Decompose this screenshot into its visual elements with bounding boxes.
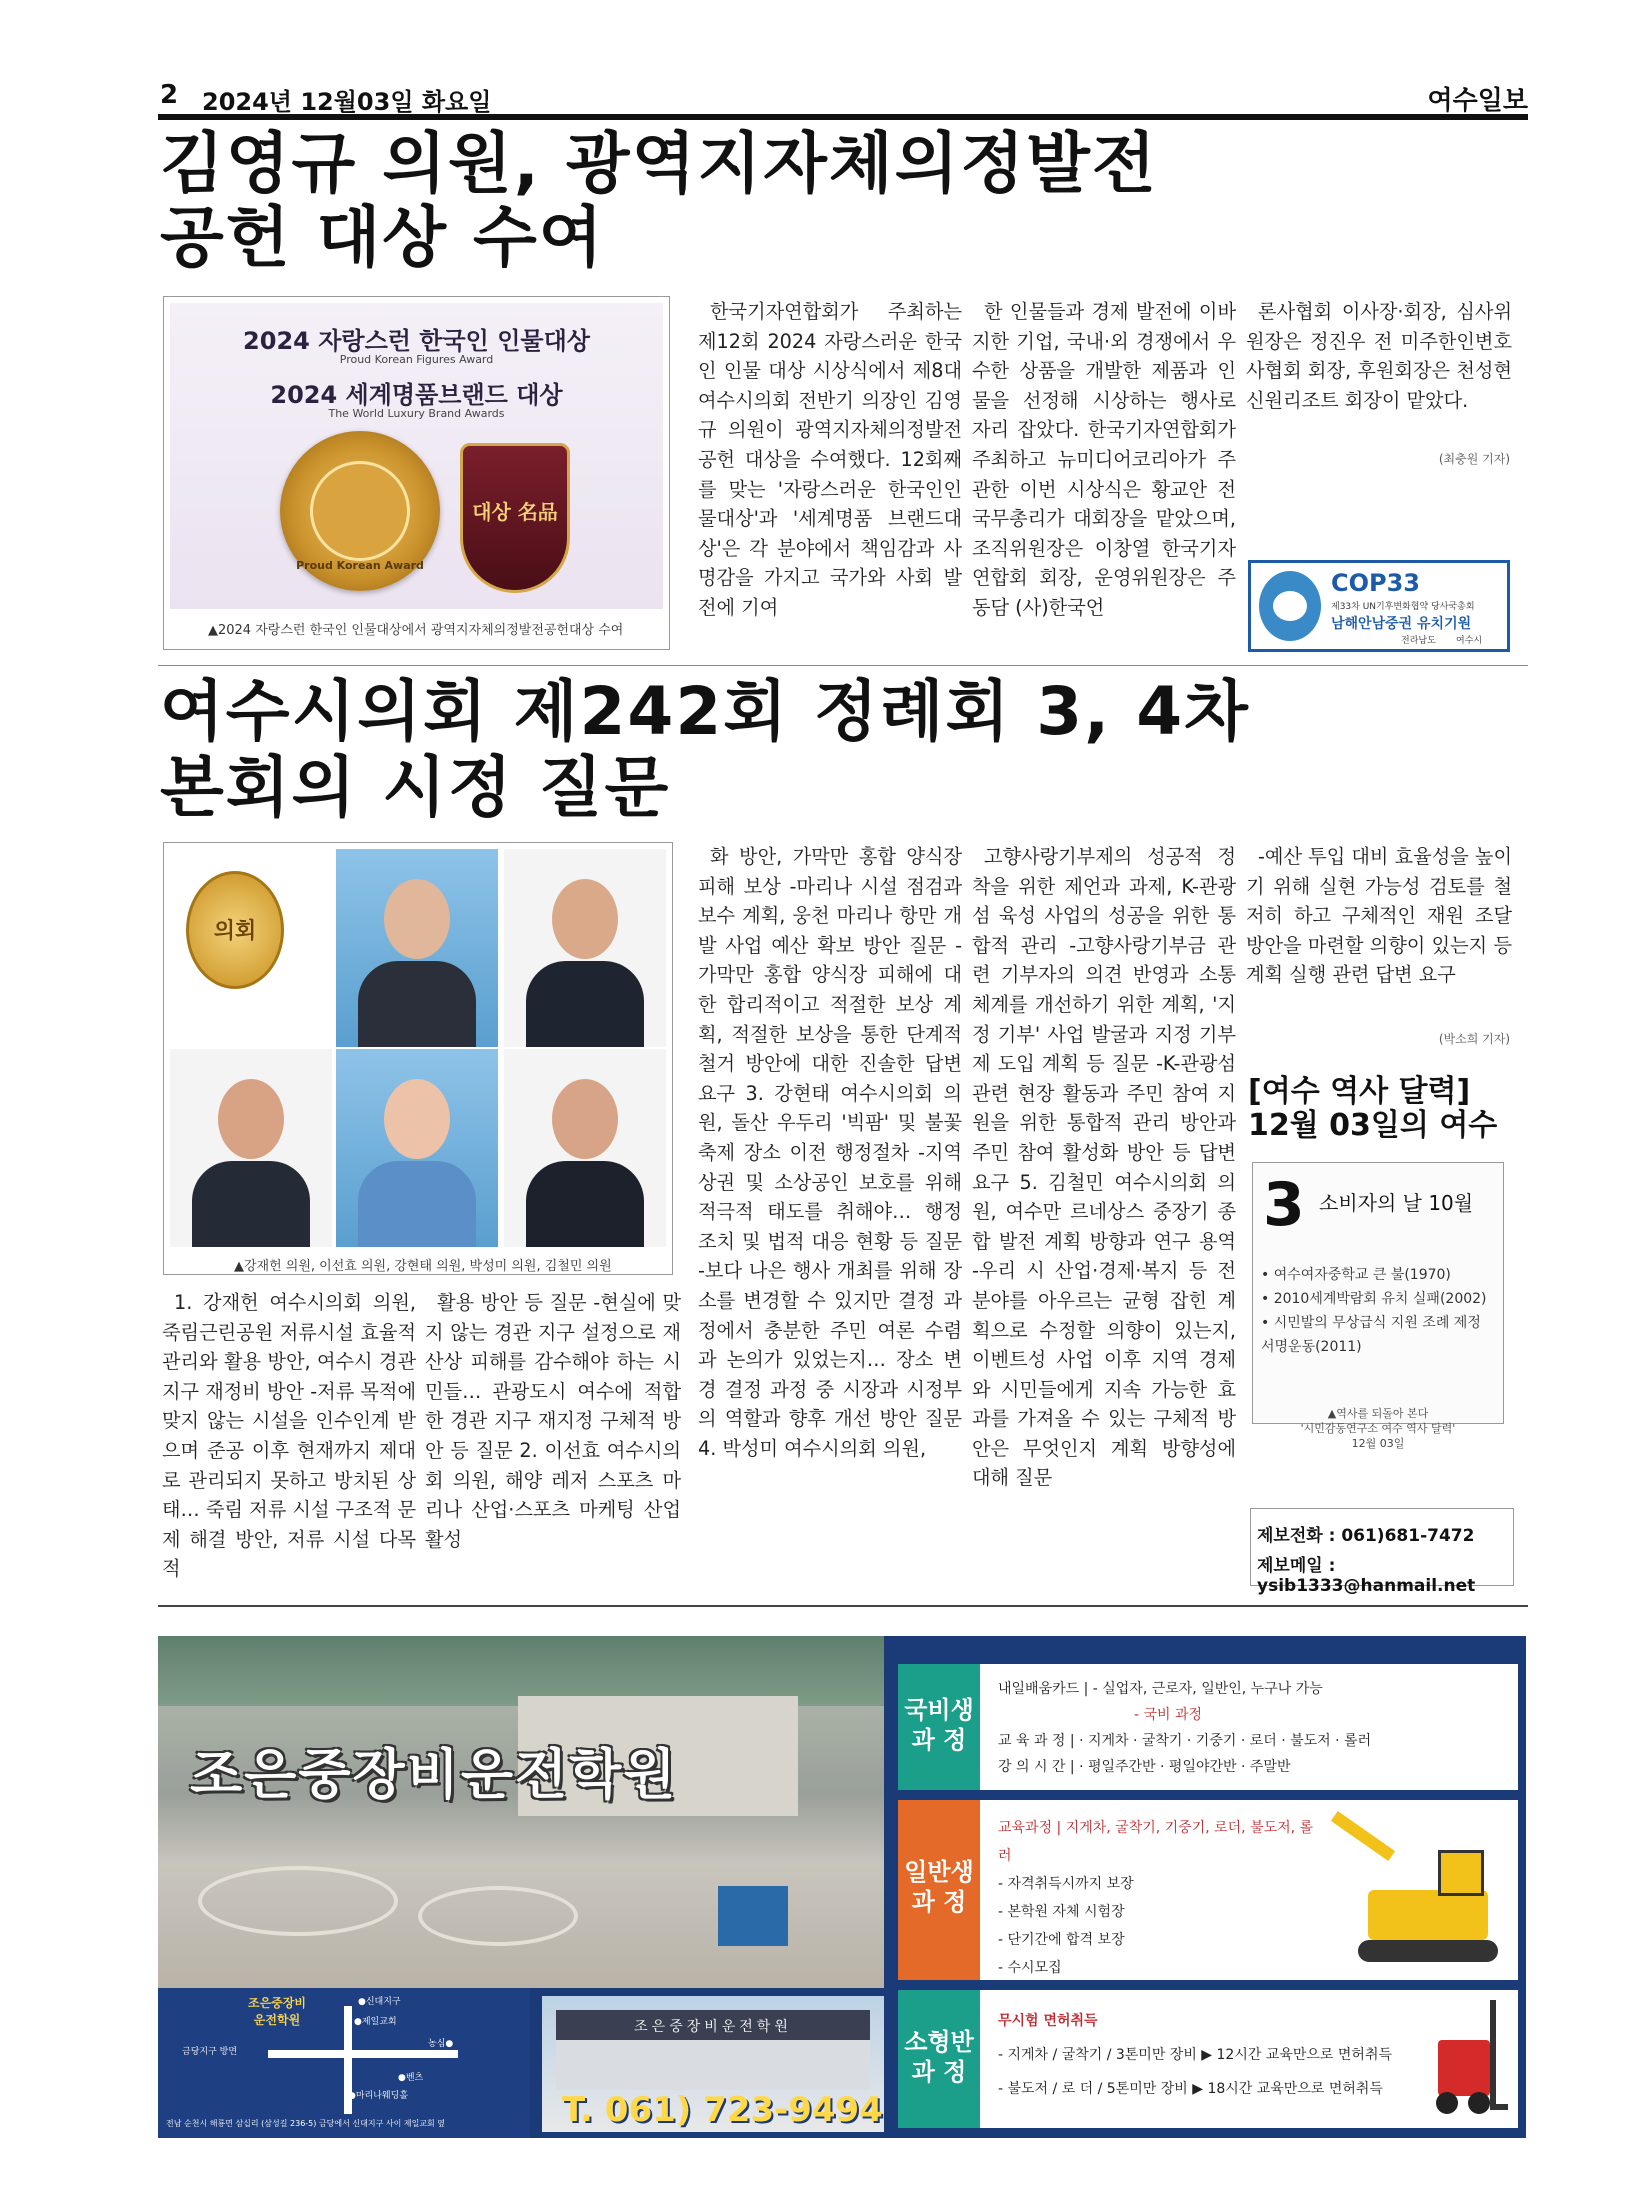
course-tag-general: [898, 1800, 980, 1980]
article1-col2-text: 한 인물들과 경제 발전에 이바지한 기업, 국내·외 경쟁에서 우수한 상품을 개발한 제품과 인물을 선정해 시상하는 행사로 자리 잡았다. 한국기자연합회가 주최하고 뉴미디어코리아가 주관한 이번 시상식은 황교안 전 국무총리가 대회장을 맡았으며, 조직위원장은 이창열 한국기자연합회 회장, 운영위원장은 주동담 (사)한국언: [972, 300, 1236, 619]
course-line: - 단기간에 합격 보장: [998, 1932, 1125, 1948]
school-ad: [158, 1636, 1526, 2138]
calendar-day: 3: [1263, 1170, 1305, 1240]
ad-divider: [158, 1605, 1528, 1607]
calendar-footnote-1: ▲역사를 되돌아 본다: [1327, 1407, 1429, 1420]
map-place: 농심●: [428, 2039, 454, 2049]
contact-box: [1250, 1508, 1514, 1596]
map-school-label: [248, 1994, 306, 2028]
course-tag-line1: 국비생: [904, 1696, 974, 1724]
course-line: 강 의 시 간 | · 평일주간반 · 평일야간반 · 주말반: [998, 1759, 1291, 1775]
map-school-label-2: 운전학원: [253, 2013, 301, 2027]
article2-column-3: [698, 842, 962, 1592]
course-details: [998, 2004, 1418, 2106]
calendar-title-line1: [여수 역사 달력]: [1248, 1074, 1471, 1109]
article2-headline-line1: 여수시의회 제242회 정례회 3, 4차: [160, 673, 1250, 750]
page-date: 2024년 12월03일 화요일: [202, 88, 492, 116]
map-place: ●마리나웨딩홀: [348, 2091, 409, 2101]
article2-column-5: [1246, 842, 1512, 1012]
article1-column-1: [698, 297, 962, 653]
course-panel-small: [898, 1990, 1518, 2128]
calendar-footnote-3: 12월 03일: [1351, 1437, 1405, 1450]
map-place: ●벤츠: [398, 2073, 424, 2083]
course-line: 무시험 면허취득: [998, 2013, 1098, 2029]
article1-column-2: [972, 297, 1236, 653]
page-number: 2: [160, 80, 179, 110]
article2-column-1: [162, 1288, 416, 1593]
article1-headline-line1: 김영규 의원, 광역지자체의정발전: [160, 125, 1158, 202]
section-divider: [158, 665, 1528, 666]
article2-column-2: [425, 1288, 681, 1593]
article1-col3-text: 론사협회 이사장·회장, 심사위원장은 정진우 전 미주한인변호사협회 회장, 후원회장은 천성현 신원리조트 회장이 맡았다.: [1246, 300, 1512, 412]
article2-headline: [160, 673, 1540, 826]
article1-photo: [163, 296, 670, 650]
course-tag-line2: 과 정: [911, 2058, 967, 2086]
calendar-event: • 시민발의 무상급식 지원 조례 제정 서명운동(2011): [1261, 1315, 1481, 1355]
course-tag-line2: 과 정: [911, 1726, 967, 1754]
history-calendar: [1248, 1075, 1512, 1143]
map-place: 금당지구 방면: [182, 2047, 238, 2057]
article2-col2-text: 활용 방안 등 질문 -현실에 맞지 않는 경관 지구 설정으로 재산상 피해를 감수해야 하는 시민들… 관광도시 여수에 적합한 경관 지구 재지정 구체적 방안 등 질문 2. 이선효 여수시의회 의원, 해양 레저 스포츠 마리나 산업·스포츠 마케팅 산업 활성: [425, 1291, 681, 1551]
map-place: ●제일교회: [354, 2017, 397, 2027]
newspaper-name: 여수일보: [1427, 86, 1528, 116]
cop33-title: COP33: [1331, 569, 1421, 597]
article1-col1-text: 한국기자연합회가 주최하는 제12회 2024 자랑스러운 한국인 인물 대상 시상식에서 제8대 여수시의회 전반기 의장인 김영규 의원이 광역지자체의정발전공헌 대상을 수여했다. 12회째를 맞는 '자랑스러운 한국인인물대상'과 '세계명품 브랜드대상'은 각 분야에서 책임감과 사명감을 가지고 국가와 사회 발전에 기여: [698, 300, 962, 619]
portrait-4: [336, 1049, 498, 1247]
course-line: - 불도저 / 로 더 / 5톤미만 장비 ▶ 18시간 교육만으로 면허취득: [998, 2081, 1383, 2097]
calendar-event: • 여수여자중학교 큰 불(1970): [1261, 1267, 1451, 1283]
excavator-icon: [1328, 1820, 1508, 1970]
cop33-slogan: 남해안남중권 유치기원: [1331, 616, 1472, 632]
portrait-5: [504, 1049, 666, 1247]
council-emblem-icon: [186, 871, 284, 989]
course-line: 교 육 과 정 | · 지게차 · 굴착기 · 기중기 · 로더 · 불도저 · 롤러: [998, 1733, 1372, 1749]
calendar-footnote: [1252, 1406, 1504, 1451]
course-tag-line1: 소형반: [904, 2028, 974, 2056]
map-place: ●신대지구: [358, 1997, 401, 2007]
school-name: 조은중장비운전학원: [190, 1743, 678, 1806]
article2-col4-text: 고향사랑기부제의 성공적 정착을 위한 제언과 과제, K-관광섬 육성 사업의 성공을 위한 통합적 관리 -고향사랑기부금 관련 기부자의 의견 반영과 소통 체계를 개선하기 위한 계획, '지정 기부' 사업 발굴과 지정 기부제 도입 계획 등 질문 -K-관광섬 관련 현장 활동과 주민 참여 지원을 위한 통합적 관리 방안과 주민 참여 활성화 방안 등 답변 요구 5. 김철민 여수시의회 의원, 여수만 르네상스 중장기 종합 발전 계획 방향과 연구 용역 -우리 시 산업·경제·복지 등 전 분야를 아우르는 균형 잡힌 계획으로 수정할 의향이 있는지, 이벤트성 사업 이후 지역 경제와 시민들에게 지속 가능한 효과를 가져올 수 있는 구체적 방안은 무엇인지 계획 방향성에 대해 질문: [972, 845, 1236, 1490]
school-building-photo: [542, 1996, 884, 2132]
course-panel-national: [898, 1664, 1518, 1790]
calendar-footnote-2: '시민감동연구소 여수 역사 달력': [1300, 1422, 1456, 1435]
school-address: 전남 순천시 해룡면 삼십리 (삼성길 236-5) 금당에서 신대지구 사이 제일교회 옆: [166, 2119, 446, 2128]
mascot-icon: [1259, 571, 1321, 641]
course-line: - 자격취득시까지 보장: [998, 1876, 1134, 1892]
article2-col1-text: 1. 강재헌 여수시의회 의원, 죽림근린공원 저류시설 효율적 관리와 활용 방안, 여수시 경관지구 재정비 방안 -저류 목적에 맞지 않는 시설을 인수인계 받으며 준공 이후 현재까지 제대로 관리되지 못하고 방치된 상태… 죽림 저류 시설 구조적 문제 해결 방안, 저류 시설 다목적: [162, 1291, 416, 1581]
course-panel-general: [898, 1800, 1518, 1980]
course-tag-national: [898, 1664, 980, 1790]
article2-photo-caption: ▲강재헌 의원, 이선효 의원, 강현태 의원, 박성미 의원, 김철민 의원: [234, 1259, 612, 1274]
calendar-title-line2: 12월 03일의 여수: [1248, 1108, 1498, 1143]
course-line: 교육과정 | 지게차, 굴착기, 기중기, 로더, 불도저, 롤러: [998, 1820, 1314, 1864]
calendar-headline: 소비자의 날 10월: [1319, 1191, 1474, 1215]
medal-text: Proud Korean Award: [296, 559, 424, 572]
award-banner-sub2: The World Luxury Brand Awards: [328, 407, 505, 420]
medal-icon: [280, 431, 440, 591]
contact-phone: 제보전화 : 061)681-7472: [1257, 1526, 1475, 1546]
school-sign: [556, 2010, 870, 2040]
map-school-label-1: 조은중장비: [248, 1996, 306, 2010]
cop33-ad: [1248, 560, 1510, 652]
article2-byline: (박소희 기자): [1438, 1032, 1510, 1046]
article2-col3-text: 화 방안, 가막만 홍합 양식장 피해 보상 -마리나 시설 점검과 보수 계획, 웅천 마리나 항만 개발 사업 예산 확보 방안 질문 -가막만 홍합 양식장 피해에 대한 합리적이고 적절한 보상 계획, 적절한 보상을 통한 단계적 철거 방안에 대한 진솔한 답변 요구 3. 강현태 여수시의회 의원, 돌산 우두리 '빅팜' 및 불꽃축제 장소 이전 행정절차 -지역 상권 및 소상공인 보호를 위해 적극적 태도를 취해야… 행정 조치 및 법적 대응 현황 등 질문 -보다 나은 행사 개최를 위해 장소를 변경할 수 있지만 결정 과정에서 충분한 주민 여론 수렴과 논의가 있었는지… 장소 변경 결정 과정 중 시장과 시정부의 역할과 향후 개선 방안 질문 4. 박성미 여수시의회 의원,: [698, 845, 962, 1460]
cop33-org1: 전라남도: [1401, 636, 1436, 646]
container-icon: [718, 1886, 788, 1946]
council-members-image: [170, 849, 666, 1247]
course-line: - 수시모집: [998, 1960, 1062, 1976]
course-tag-small: [898, 1990, 980, 2128]
article2-col5-text: -예산 투입 대비 효율성을 높이기 위해 실현 가능성 검토를 철저히 하고 구체적인 재원 조달 방안을 마련할 의향이 있는지 등 계획 실행 관련 답변 요구: [1246, 845, 1512, 987]
cop33-org2: 여수시: [1456, 636, 1483, 646]
forklift-icon: [1428, 2000, 1508, 2118]
course-line: 내일배움카드 | - 실업자, 근로자, 일반인, 누구나 가능: [998, 1681, 1323, 1697]
portrait-3: [170, 1049, 332, 1247]
course-panels: [898, 1664, 1518, 2128]
portrait-2: [504, 849, 666, 1047]
article1-column-3: [1246, 297, 1512, 447]
council-emblem-text: 의회: [213, 919, 257, 944]
portrait-1: [336, 849, 498, 1047]
article2-column-4: [972, 842, 1236, 1592]
article1-headline-line2: 공헌 대상 수여: [160, 199, 605, 276]
award-banner-line1: 2024 자랑스런 한국인 인물대상: [243, 327, 590, 355]
location-map: [158, 1988, 530, 2138]
school-phone: T. 061) 723-9494: [562, 2090, 883, 2130]
award-banner-line2: 2024 세계명품브랜드 대상: [270, 381, 563, 409]
shield-icon: [460, 443, 570, 593]
school-sign-text: 조은중장비운전학원: [634, 2019, 792, 2035]
article1-photo-caption: ▲2024 자랑스런 한국인 인물대상에서 광역지자체의정발전공헌대상 수여: [208, 623, 624, 638]
contact-email: 제보메일 : ysib1333@hanmail.net: [1257, 1556, 1476, 1596]
article1-headline: [160, 125, 1540, 276]
article2-headline-line2: 본회의 시정 질문: [160, 749, 671, 826]
course-line: - 본학원 자체 시험장: [998, 1904, 1125, 1920]
course-tag-line2: 과 정: [911, 1888, 967, 1916]
award-banner-sub1: Proud Korean Figures Award: [339, 353, 494, 366]
course-line: - 국비 과정: [1134, 1707, 1203, 1723]
cop33-subtitle: 제33차 UN기후변화협약 당사국총회: [1331, 602, 1475, 612]
calendar-events: [1261, 1263, 1497, 1359]
aerial-photo: [158, 1636, 884, 1988]
article1-byline: (최충원 기자): [1438, 452, 1510, 466]
award-image: [170, 303, 663, 609]
course-details: [998, 1676, 1508, 1780]
shield-text: 대상 名品: [472, 500, 558, 524]
article2-photo: [163, 842, 673, 1275]
calendar-card: [1252, 1162, 1504, 1424]
calendar-event: • 2010세계박람회 유치 실패(2002): [1261, 1291, 1487, 1307]
course-tag-line1: 일반생: [904, 1858, 974, 1886]
course-line: - 지게차 / 굴착기 / 3톤미만 장비 ▶ 12시간 교육만으로 면허취득: [998, 2047, 1393, 2063]
course-details: [998, 1814, 1318, 1982]
